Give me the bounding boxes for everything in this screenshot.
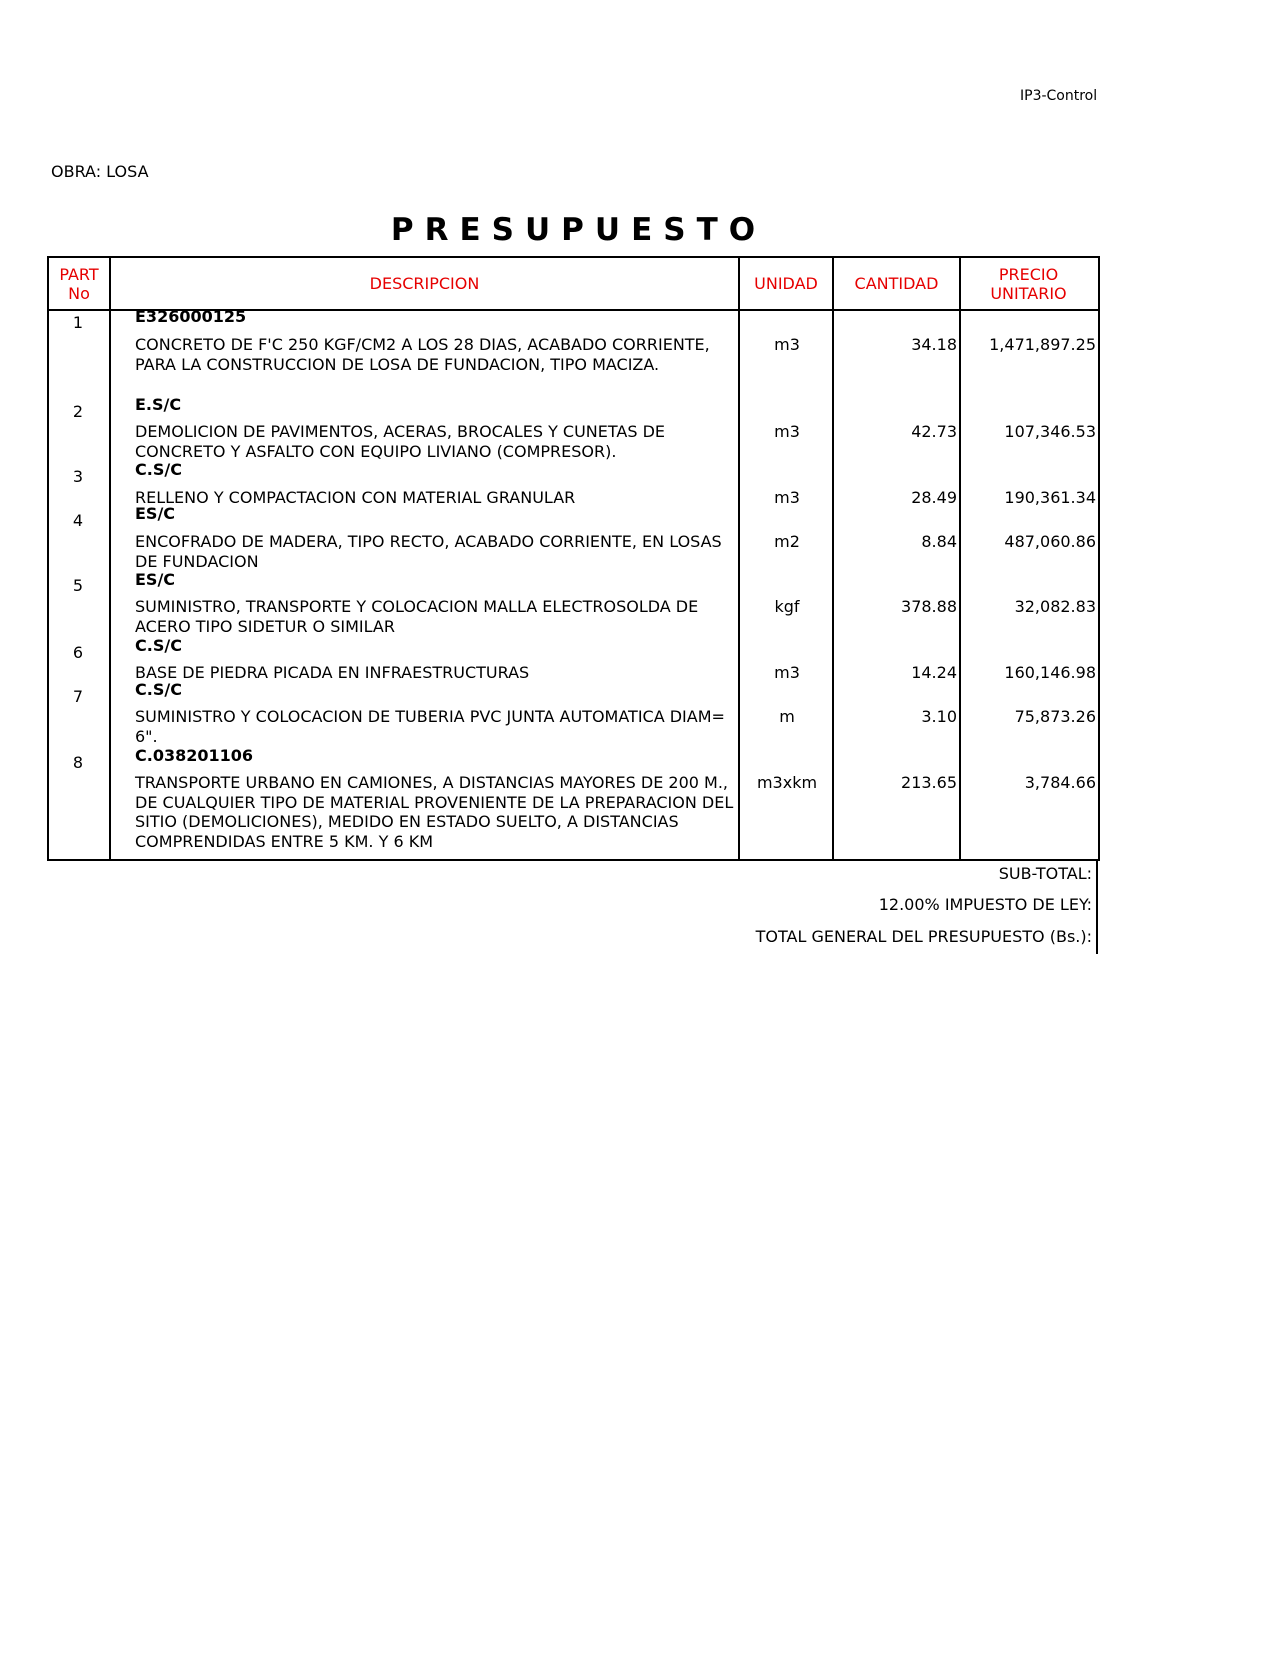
item-description: DEMOLICION DE PAVIMENTOS, ACERAS, BROCALES Y CUNETAS DE CONCRETO Y ASFALTO CON EQUIPO LIVIANO (COMPRESOR).: [135, 422, 666, 461]
item-description: BASE DE PIEDRA PICADA EN INFRAESTRUCTURAS: [135, 663, 530, 682]
item-unit: m3xkm: [756, 773, 818, 792]
item-code: E326000125: [135, 307, 247, 326]
grand-total-label: TOTAL GENERAL DEL PRESUPUESTO (Bs.):: [755, 927, 1092, 946]
item-code: E.S/C: [135, 395, 182, 414]
item-unit-price: 1,471,897.25: [989, 335, 1096, 354]
item-code: C.S/C: [135, 460, 182, 479]
page-title: PRESUPUESTO: [390, 212, 767, 248]
item-code: ES/C: [135, 504, 176, 523]
item-code: C.038201106: [135, 746, 254, 765]
item-unit-price: 190,361.34: [1004, 488, 1096, 507]
item-unit-price: 32,082.83: [1014, 597, 1096, 616]
item-unit: m3: [774, 335, 800, 354]
item-quantity: 213.65: [901, 773, 957, 792]
item-quantity: 8.84: [921, 532, 957, 551]
project-label: OBRA: LOSA: [51, 162, 149, 181]
item-description: SUMINISTRO Y COLOCACION DE TUBERIA PVC JUNTA AUTOMATICA DIAM= 6".: [135, 707, 725, 746]
item-unit-price: 487,060.86: [1004, 532, 1096, 551]
item-quantity: 42.73: [911, 422, 957, 441]
item-unit-price: 3,784.66: [1024, 773, 1096, 792]
part-number: 3: [72, 467, 84, 486]
part-number: 4: [72, 511, 84, 530]
tax-label: 12.00% IMPUESTO DE LEY:: [878, 895, 1092, 914]
part-number: 7: [72, 687, 84, 706]
column-header-part-no: PART No: [59, 264, 99, 303]
part-number: 6: [72, 643, 84, 662]
subtotal-label: SUB-TOTAL:: [998, 864, 1092, 883]
part-number: 2: [72, 402, 84, 421]
item-quantity: 34.18: [911, 335, 957, 354]
item-unit: m: [779, 707, 795, 726]
part-number: 8: [72, 753, 84, 772]
column-divider: [109, 258, 111, 859]
item-code: ES/C: [135, 570, 176, 589]
item-description: SUMINISTRO, TRANSPORTE Y COLOCACION MALLA ELECTROSOLDA DE ACERO TIPO SIDETUR O SIMILAR: [135, 597, 699, 636]
item-unit-price: 160,146.98: [1004, 663, 1096, 682]
column-header-cantidad: CANTIDAD: [854, 274, 939, 293]
item-quantity: 14.24: [911, 663, 957, 682]
item-code: C.S/C: [135, 680, 182, 699]
item-description: ENCOFRADO DE MADERA, TIPO RECTO, ACABADO CORRIENTE, EN LOSAS DE FUNDACION: [135, 532, 722, 571]
item-unit: kgf: [774, 597, 800, 616]
item-unit: m3: [774, 488, 800, 507]
item-description: TRANSPORTE URBANO EN CAMIONES, A DISTANCIAS MAYORES DE 200 M., DE CUALQUIER TIPO DE MATERIAL PROVENIENTE DE LA PREPARACION DEL SITIO (DEMOLICIONES), MEDIDO EN ESTADO SUELTO, A DISTANCIAS COMPRENDIDAS ENTRE 5 KM. Y 6 KM: [135, 773, 734, 851]
item-quantity: 378.88: [901, 597, 957, 616]
item-unit: m3: [774, 663, 800, 682]
item-unit: m2: [774, 532, 800, 551]
column-divider: [959, 258, 961, 859]
item-description: RELLENO Y COMPACTACION CON MATERIAL GRANULAR: [135, 488, 576, 507]
column-header-descripcion: DESCRIPCION: [369, 274, 480, 293]
part-number: 5: [72, 576, 84, 595]
item-description: CONCRETO DE F'C 250 KGF/CM2 A LOS 28 DIAS, ACABADO CORRIENTE, PARA LA CONSTRUCCION DE LOSA DE FUNDACION, TIPO MACIZA.: [135, 335, 710, 374]
document-reference: IP3-Control: [1020, 88, 1098, 104]
item-quantity: 3.10: [921, 707, 957, 726]
column-header-unidad: UNIDAD: [754, 274, 818, 293]
item-code: C.S/C: [135, 636, 182, 655]
totals-right-border: [1096, 861, 1098, 954]
item-quantity: 28.49: [911, 488, 957, 507]
item-unit-price: 75,873.26: [1014, 707, 1096, 726]
column-header-precio-unitario: PRECIO UNITARIO: [990, 264, 1067, 303]
item-unit-price: 107,346.53: [1004, 422, 1096, 441]
part-number: 1: [72, 313, 84, 332]
item-unit: m3: [774, 422, 800, 441]
